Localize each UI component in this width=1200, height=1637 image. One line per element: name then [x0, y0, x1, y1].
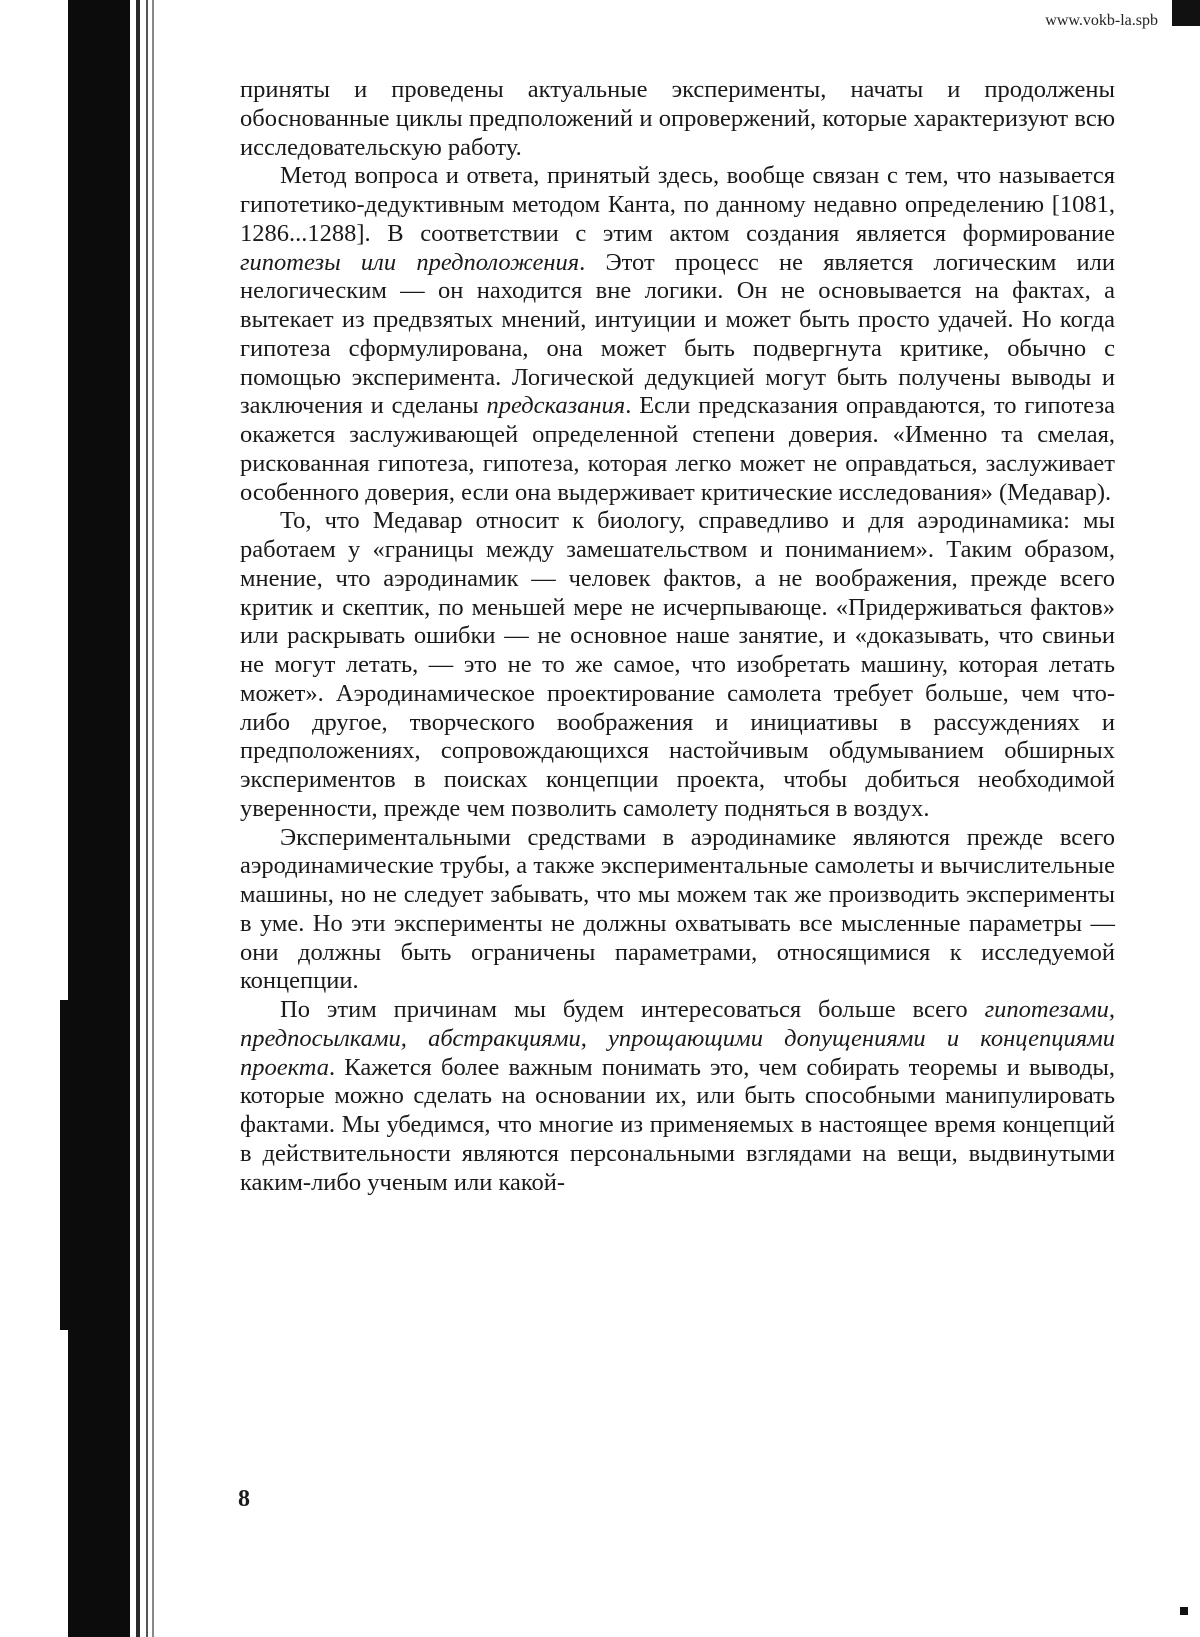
scan-corner-dot: [1180, 1607, 1188, 1615]
scan-shadow: [68, 0, 130, 1637]
paragraph-4: Экспериментальными средствами в аэродинамике являются прежде всего аэродинамические трубы, а также экспериментальные самолеты и вычислительные машины, но не следует забывать, что мы можем так же производить эксперименты в уме. Но эти эксперименты не должны охватывать все мысленные параметры — они должны быть ограничены параметрами, относящимися к исследуемой концепции.: [240, 823, 1115, 995]
scan-corner-mark: [1172, 0, 1200, 26]
source-watermark: www.vokb-la.spb: [1045, 12, 1158, 29]
scan-line: [146, 0, 148, 1637]
paragraph-1: приняты и проведены актуальные эксперименты, начаты и продолжены обоснованные циклы предположений и опровержений, которые характеризуют всю исследовательскую работу.: [240, 76, 1115, 161]
scan-shadow-notch: [60, 1000, 80, 1330]
paragraph-5: По этим причинам мы будем интересоваться больше всего гипотезами, предпосылками, абстракциями, упрощающими допущениями и концепциями проекта. Кажется более важным понимать это, чем собирать теоремы и выводы, которые можно сделать на основании их, или быть способными манипулировать фактами. Мы убедимся, что многие из применяемых в настоящее время концепций в действительности являются персональными взглядами на вещи, выдвинутыми каким-либо ученым или какой-: [240, 996, 1115, 1196]
page-number: 8: [238, 1486, 250, 1512]
scan-line: [152, 0, 154, 1637]
paragraph-2: Метод вопроса и ответа, принятый здесь, вообще связан с тем, что называется гипотетико-дедуктивным методом Канта, по данному недавно определению [1081, 1286...1288]. В соответствии с этим актом создания является формирование гипотезы или предположения. Этот процесс не является логическим или нелогическим — он находится вне логики. Он не основывается на фактах, а вытекает из предвзятых мнений, интуиции и может быть просто удачей. Но когда гипотеза сформулирована, она может быть подвергнута критике, обычно с помощью эксперимента. Логической дедукцией могут быть получены выводы и заключения и сделаны предсказания. Если предсказания оправдаются, то гипотеза окажется заслуживающей определенной степени доверия. «Именно та смелая, рискованная гипотеза, гипотеза, которая легко может не оправдаться, заслуживает особенного доверия, если она выдерживает критические исследования» (Медавар).: [240, 162, 1115, 506]
scan-line: [136, 0, 140, 1637]
scan-binding-edge: [0, 0, 160, 1637]
page-body: [240, 76, 1115, 1197]
paragraph-3: То, что Медавар относит к биологу, справедливо и для аэродинамика: мы работаем у «границы между замешательством и пониманием». Таким образом, мнение, что аэродинамик — человек фактов, а не воображения, прежде всего критик и скептик, по меньшей мере не исчерпывающе. «Придерживаться фактов» или раскрывать ошибки — не основное наше занятие, и «доказывать, что свиньи не могут летать, — это не то же самое, что изобретать машину, которая летать может». Аэродинамическое проектирование самолета требует больше, чем что-либо другое, творческого воображения и инициативы в рассуждениях и предположениях, сопровождающихся настойчивым обдумыванием обширных экспериментов в поисках концепции проекта, чтобы добиться необходимой уверенности, прежде чем позволить самолету подняться в воздух.: [240, 507, 1115, 822]
